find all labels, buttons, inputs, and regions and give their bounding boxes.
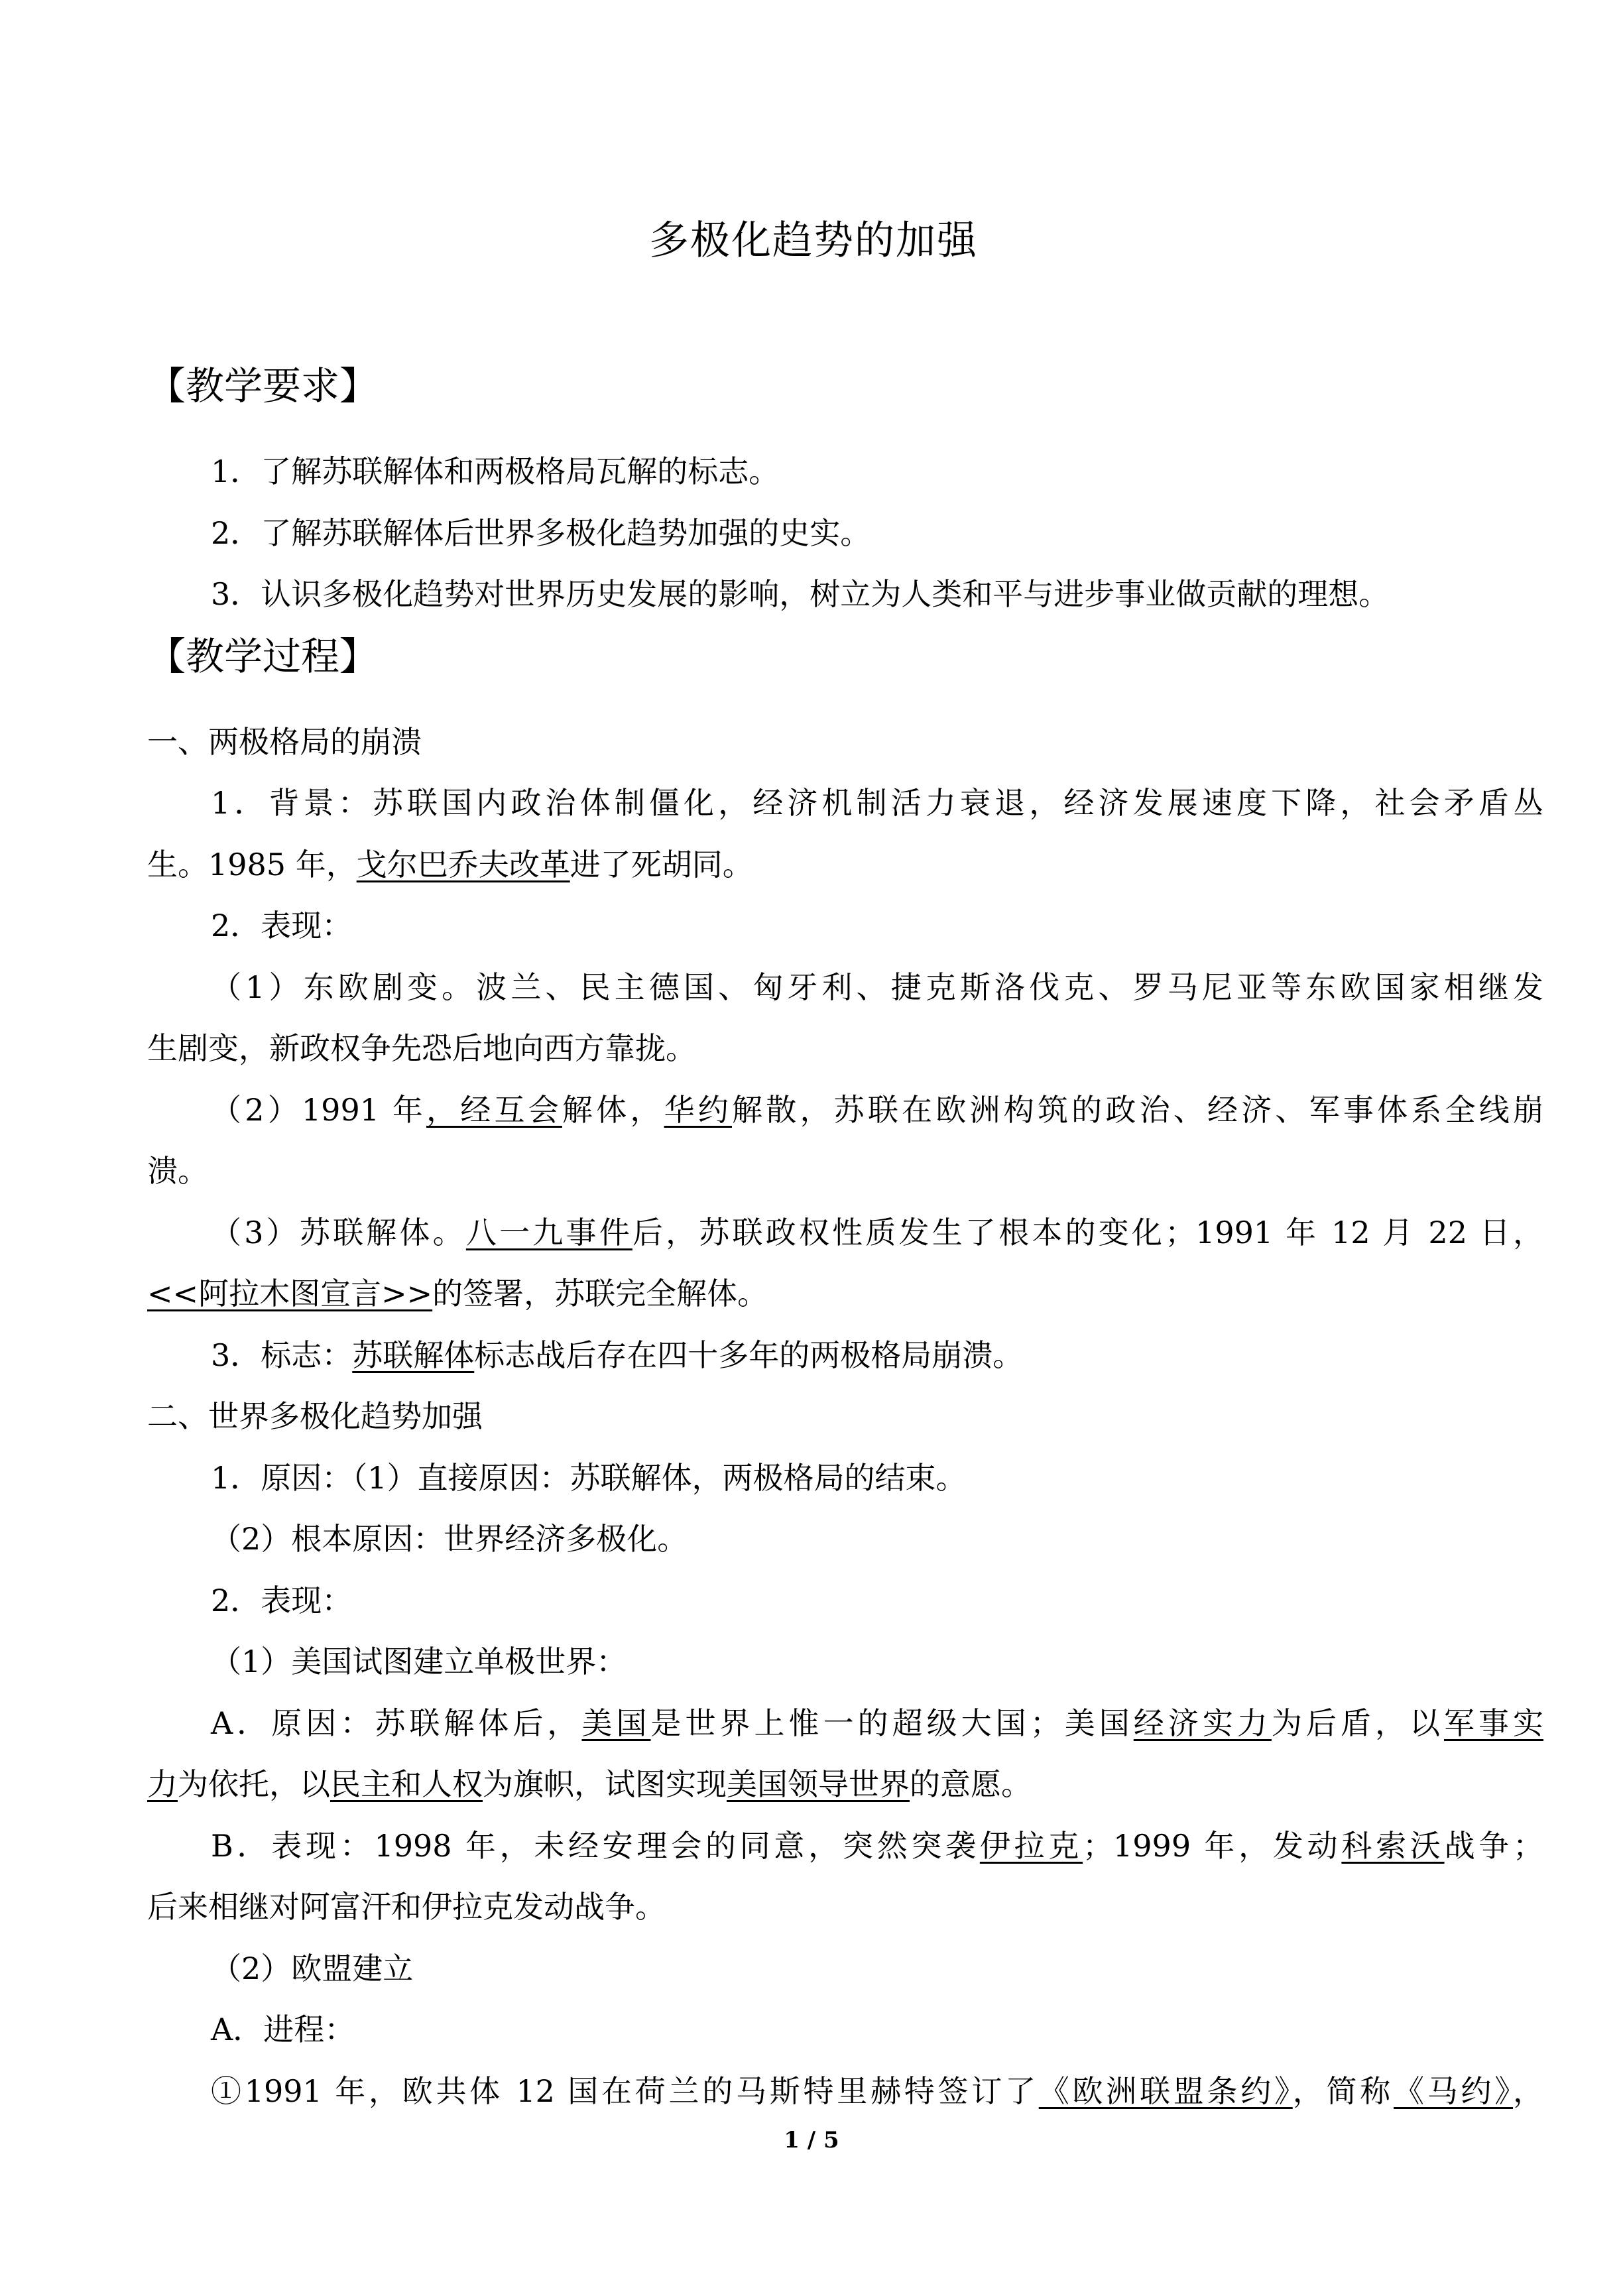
- comecon-line-2: 溃。: [147, 1153, 208, 1189]
- symbol-line: 3．标志：苏联解体标志战后存在四十多年的两极格局崩溃。: [211, 1337, 1024, 1373]
- part2-heading: 二、世界多极化趋势加强: [147, 1398, 483, 1434]
- comecon-line-1: （2）1991 年，经互会解体，华约解散，苏联在欧洲构筑的政治、经济、军事体系全线崩: [211, 1092, 1544, 1128]
- page-title: 多极化趋势的加强: [649, 217, 978, 264]
- ussr-dissolution-line-1: （3）苏联解体。八一九事件后，苏联政权性质发生了根本的变化；1991 年 12 月 22 日，: [211, 1215, 1543, 1250]
- background-line-2: 生。1985 年，戈尔巴乔夫改革进了死胡同。: [147, 847, 753, 882]
- part1-performance-label: 2．表现：: [211, 908, 353, 943]
- part2-performance-label: 2．表现：: [211, 1583, 353, 1618]
- requirement-item-3: 3．认识多极化趋势对世界历史发展的影响，树立为人类和平与进步事业做贡献的理想。: [211, 576, 1390, 612]
- us-performance-line-1: B．表现：1998 年，未经安理会的同意，突然突袭伊拉克；1999 年，发动科索沃战争；: [211, 1828, 1544, 1864]
- ussr-dissolution-line-2: <<阿拉木图宣言>>的签署，苏联完全解体。: [147, 1276, 768, 1311]
- eu-process-label: A．进程：: [211, 2012, 355, 2047]
- process-heading: 【教学过程】: [147, 634, 379, 679]
- us-cause-line-1: A．原因：苏联解体后，美国是世界上惟一的超级大国；美国经济实力为后盾，以军事实: [211, 1705, 1544, 1741]
- page-number: 1 / 5: [784, 2127, 839, 2153]
- us-unipolar-line: （1）美国试图建立单极世界：: [211, 1644, 627, 1679]
- us-performance-line-2: 后来相继对阿富汗和伊拉克发动战争。: [147, 1889, 666, 1925]
- us-cause-line-2: 力为依托，以民主和人权为旗帜，试图实现美国领导世界的意愿。: [147, 1766, 1032, 1802]
- eu-heading-line: （2）欧盟建立: [211, 1951, 414, 1986]
- requirement-item-2: 2．了解苏联解体后世界多极化趋势加强的史实。: [211, 515, 871, 551]
- background-line-1: 1．背景：苏联国内政治体制僵化，经济机制活力衰退，经济发展速度下降，社会矛盾丛: [211, 785, 1543, 821]
- eastern-europe-line-1: （1）东欧剧变。波兰、民主德国、匈牙利、捷克斯洛伐克、罗马尼亚等东欧国家相继发: [211, 969, 1543, 1005]
- requirement-item-1: 1．了解苏联解体和两极格局瓦解的标志。: [211, 453, 780, 489]
- cause-line-2: （2）根本原因：世界经济多极化。: [211, 1521, 688, 1557]
- requirements-heading: 【教学要求】: [147, 363, 379, 408]
- cause-line-1: 1．原因：（1）直接原因：苏联解体，两极格局的结束。: [211, 1460, 967, 1496]
- maastricht-line: ①1991 年，欧共体 12 国在荷兰的马斯特里赫特签订了《欧洲联盟条约》，简称《马约》，: [211, 2073, 1544, 2109]
- eastern-europe-line-2: 生剧变，新政权争先恐后地向西方靠拢。: [147, 1030, 696, 1066]
- part1-heading: 一、两极格局的崩溃: [147, 724, 422, 760]
